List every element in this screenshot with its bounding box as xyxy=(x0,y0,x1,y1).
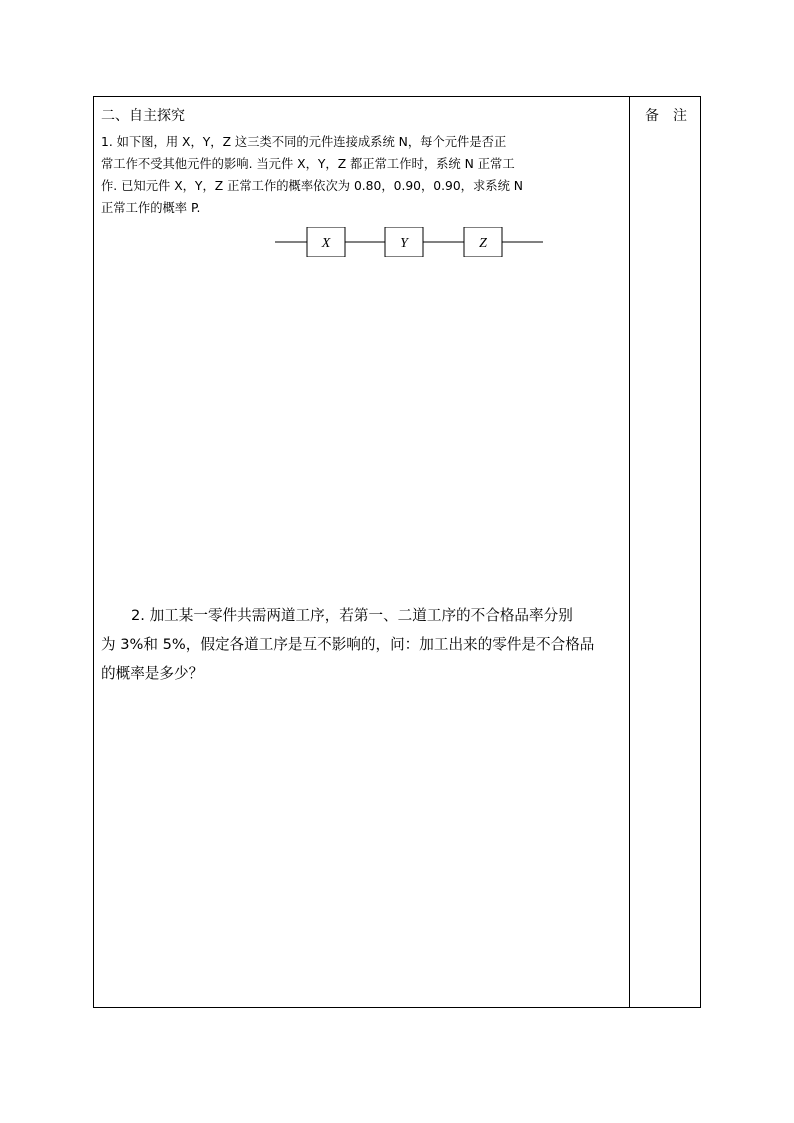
component-y-label: Y xyxy=(400,236,408,251)
question-1 xyxy=(101,131,601,219)
question-2 xyxy=(101,601,626,688)
worksheet-table xyxy=(93,96,701,1008)
question-1-line: 作. 已知元件 X，Y，Z 正常工作的概率依次为 0.80，0.90，0.90，求系统 N xyxy=(101,179,523,193)
question-1-line: 正常工作的概率 P. xyxy=(101,201,201,215)
question-1-line: 1. 如下图，用 X，Y，Z 这三类不同的元件连接成系统 N，每个元件是否正 xyxy=(101,135,507,149)
question-2-line: 的概率是多少？ xyxy=(101,665,204,682)
notes-column-header: 备 注 xyxy=(645,108,687,124)
question-2-line: 为 3%和 5%，假定各道工序是互不影响的，问：加工出来的零件是不合格品 xyxy=(101,636,595,653)
component-x-label: X xyxy=(321,236,331,251)
component-z-label: Z xyxy=(479,236,487,251)
question-1-line: 常工作不受其他元件的影响. 当元件 X，Y，Z 都正常工作时，系统 N 正常工 xyxy=(101,157,515,171)
section-title: 二、自主探究 xyxy=(101,108,185,124)
question-2-line: 2. 加工某一零件共需两道工序，若第一、二道工序的不合格品率分别 xyxy=(131,607,573,624)
column-divider xyxy=(629,97,630,1007)
series-circuit-diagram xyxy=(275,227,543,257)
